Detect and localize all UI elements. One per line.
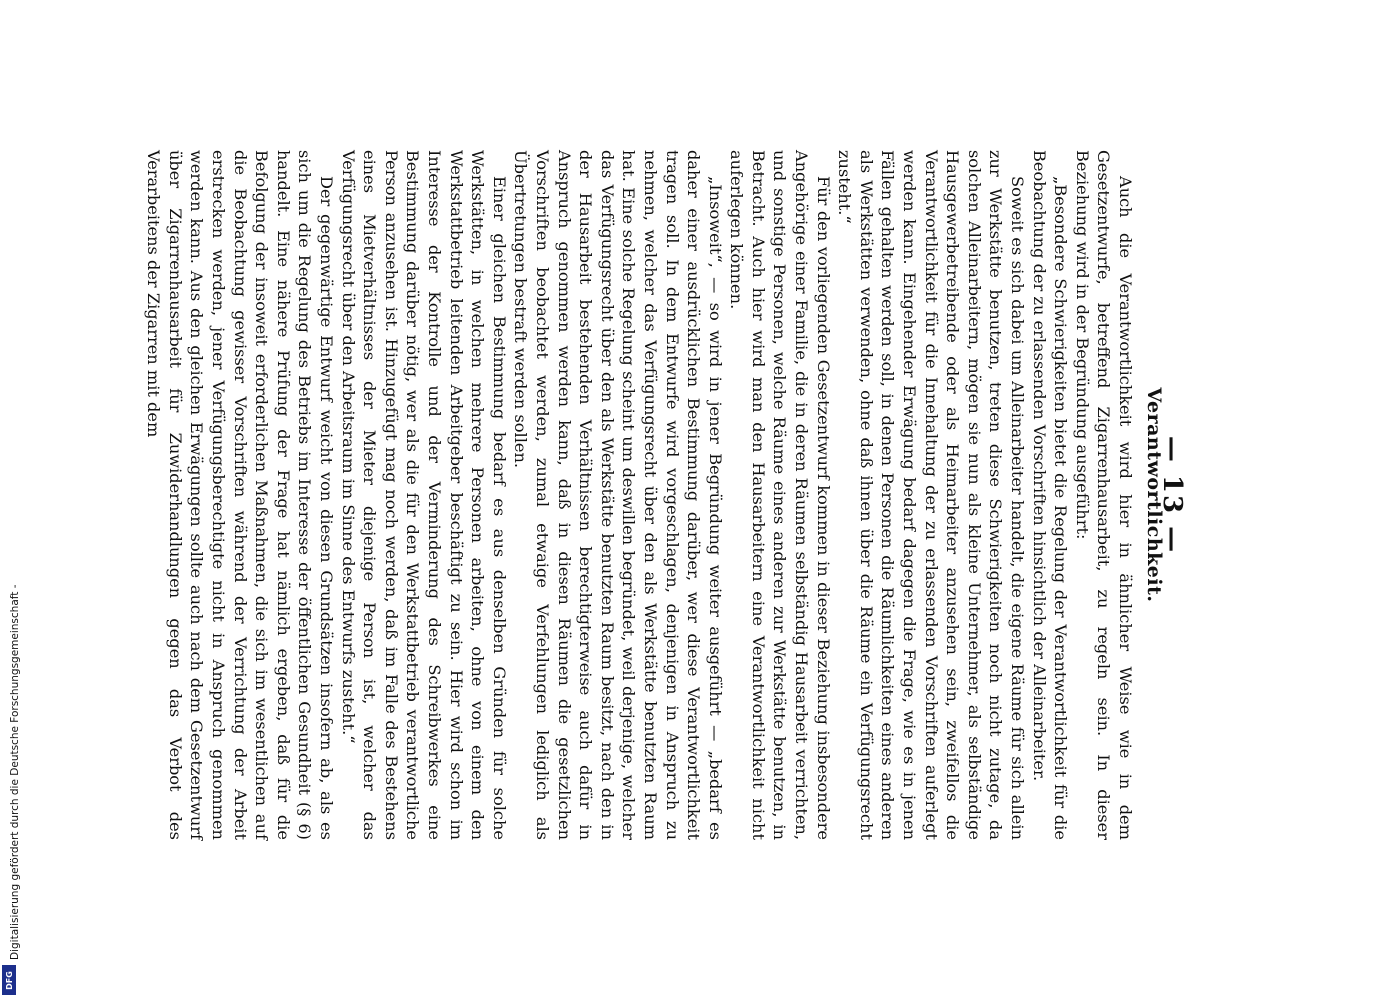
- paragraph: Auch die Verantwortlichkeit wird hier in ähnlicher Weise wie in dem Gesetzentwurfe, betreffend Zigarrenhausarbeit, zu regeln sein. In dieser Beziehung wird in der Begründung ausgeführt:: [1072, 150, 1135, 840]
- rotated-document-page: [140, 150, 1187, 840]
- dfg-logo-text: DFG: [4, 970, 14, 990]
- digitization-credit-strip: [0, 0, 21, 1000]
- paragraph: „Besondere Schwierigkeiten bietet die Regelung der Verantwortlichkeit für die Beobachtung der zu erlassenden Vorschriften hinsichtlich der Alleinarbeiter.: [1029, 150, 1071, 840]
- page-content: [140, 150, 1187, 840]
- section-heading: Verantwortlichkeit.: [1143, 387, 1165, 603]
- paragraph: Der gegenwärtige Entwurf weicht von diesen Grundsätzen insofern ab, als es sich um die Regelung des Betriebs im Interesse der öffentlichen Gesundheit (§ 6) handelt. Eine nähere Prüfung der Frage hat nämlich ergeben, daß für die Befolgung der insoweit erforderlichen Maßnahmen, die sich im wesentlichen auf die Beobachtung gewisser Vorschriften während der Verrichtung der Arbeit erstrecken werden, jener Verfügungsberechtigte nicht in Anspruch genommen werden kann. Aus den gleichen Erwägungen sollte auch nach dem Gesetzentwurf über Zigarrenhausarbeit für Zuwiderhandlungen gegen das Verbot des Verarbeitens der Zigarren mit dem: [144, 150, 337, 840]
- paragraph: Für den vorliegenden Gesetzentwurf kommen in dieser Beziehung insbesondere Angehörige einer Familie, die in deren Räumen selbständig Hausarbeit verrichten, und sonstige Personen, welche Räume eines anderen zur Werkstätte benutzen, in Betracht. Auch hier wird man den Hausarbeitern eine Verantwortlichkeit nicht auferlegen können.: [727, 150, 833, 840]
- dfg-logo: [2, 965, 16, 995]
- paragraph: Soweit es sich dabei um Alleinarbeiter handelt, die eigene Räume für sich allein zur Werkstätte benutzen, treten diese Schwierigkeiten noch nicht zutage, da solchen Alleinarbeitern, mögen sie nun als kleine Unternehmer, als selbständige Hausgewerbetreibende oder als Heimarbeiter anzusehen sein, zweifellos die Verantwortlichkeit für die Innehaltung der zu erlassenden Vorschriften auferlegt werden kann. Eingehender Erwägung bedarf dagegen die Frage, wie es in jenen Fällen gehalten werden soll, in denen Personen die Räumlichkeiten eines anderen als Werkstätten verwenden, ohne daß ihnen über die Räume ein Verfügungsrecht zusteht.“: [835, 150, 1028, 840]
- body-text: [143, 150, 1136, 840]
- page-number: — 13 —: [1157, 435, 1187, 555]
- paragraph: „Insoweit“, — so wird in jener Begründung weiter ausgeführt — „bedarf es daher einer ausdrücklichen Bestimmung darüber, wer diese Verantwortlichkeit tragen soll. In dem Entwurfe wird vorgeschlagen, denjenigen in Anspruch zu nehmen, welcher das Verfügungsrecht über den als Werkstätte benutzten Raum hat. Eine solche Regelung scheint um deswillen begründet, weil derjenige, welcher das Verfügungsrecht über den als Werkstätte benutzten Raum besitzt, nach den in der Hausarbeit bestehenden Verhältnissen berechtigterweise auch dafür in Anspruch genommen werden kann, daß in diesen Räumen die gesetzlichen Vorschriften beobachtet werden, zumal etwaige Verfehlungen lediglich als Übertretungen bestraft werden sollen.: [511, 150, 725, 840]
- digitization-credit-text: Digitalisierung gefördert durch die Deutsche Forschungsgemeinschaft -: [9, 584, 21, 960]
- paragraph: Einer gleichen Bestimmung bedarf es aus denselben Gründen für solche Werkstätten, in welchen mehrere Personen arbeiten, ohne von einem den Werkstattbetrieb leitenden Arbeitgeber beschäftigt zu sein. Hier wird schon im Interesse der Kontrolle und der Verminderung des Schreibwerkes eine Bestimmung darüber nötig, wer als die für den Werkstattbetrieb verantwortliche Person anzusehen ist. Hinzugefügt mag noch werden, daß im Falle des Bestehens eines Mietverhältnisses der Mieter diejenige Person ist, welcher das Verfügungsrecht über den Arbeitsraum im Sinne des Entwurfs zusteht.“: [338, 150, 509, 840]
